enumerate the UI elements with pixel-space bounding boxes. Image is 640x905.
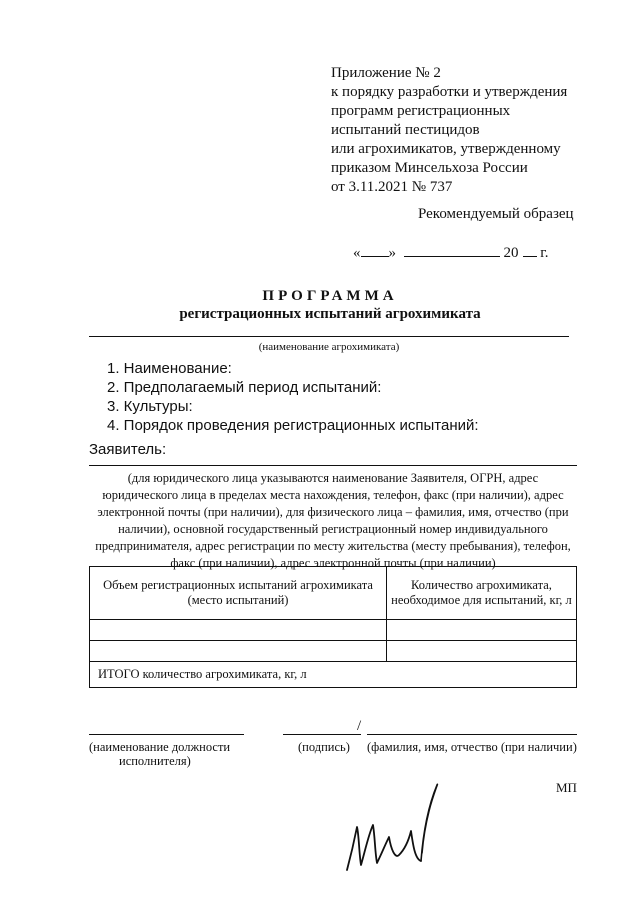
date-line: [353, 244, 548, 262]
list-item: 4. Порядок проведения регистрационных испытаний:: [107, 417, 479, 434]
annex-line: от 3.11.2021 № 737: [331, 179, 453, 195]
annex-block: [331, 64, 621, 197]
agrochemical-caption: (наименование агрохимиката): [258, 341, 400, 353]
signature-slash: /: [357, 718, 362, 734]
position-caption: [89, 740, 239, 768]
applicant-line: [89, 465, 577, 466]
table-cell: [90, 641, 387, 662]
applicant-note: (для юридического лица указываются наименование Заявителя, ОГРН, адрес юридического лица в пределах места нахождения, телефон, факс (при наличии), адрес электронной почты (при наличии), для физического лица – фамилия, имя, отчество (при наличии), основной государственный регистрационный номер индивидуального предпринимателя, адрес регистрации по месту жительства (месту пребывания), телефон, факс (при наличии), адрес электронной почты (при наличии): [95, 471, 571, 570]
list-item: 2. Предполагаемый период испытаний:: [107, 379, 382, 396]
year-prefix: 20: [503, 245, 519, 261]
annex-line: испытаний пестицидов: [331, 122, 480, 138]
applicant-label: Заявитель:: [89, 441, 167, 458]
table-total-label: ИТОГО количество агрохимиката, кг, л: [90, 662, 577, 688]
table-header-quantity: Количество агрохимиката, необходимое для испытаний, кг, л: [387, 567, 577, 620]
table-row: [90, 620, 577, 641]
date-close-quote: »: [388, 245, 396, 261]
table-cell: [387, 641, 577, 662]
volume-table: [89, 566, 577, 688]
month-blank: [404, 244, 500, 257]
table-total-row: [90, 662, 577, 688]
year-suffix: г.: [540, 245, 549, 261]
signature-caption: (подпись): [298, 740, 350, 754]
program-items-list: [107, 359, 479, 435]
full-name-line: [367, 734, 577, 735]
annex-line: или агрохимикатов, утвержденному: [331, 141, 561, 157]
stamp-place-label: МП: [556, 780, 577, 795]
table-header-volume: Объем регистрационных испытаний агрохимиката (место испытаний): [90, 567, 387, 620]
table-header-row: [90, 567, 577, 620]
annex-line: Приложение № 2: [331, 65, 441, 81]
year-blank: [523, 244, 537, 257]
list-item: 1. Наименование:: [107, 360, 232, 377]
table-cell: [90, 620, 387, 641]
table-cell: [387, 620, 577, 641]
signature-line: [283, 734, 361, 735]
annex-line: к порядку разработки и утверждения: [331, 84, 568, 100]
position-caption-line: исполнителя): [119, 754, 191, 768]
date-open-quote: «: [353, 245, 361, 261]
position-caption-line: (наименование должности: [89, 740, 231, 754]
annex-line: приказом Минсельхоза России: [331, 160, 528, 176]
list-item: 3. Культуры:: [107, 398, 193, 415]
document-subtitle: регистрационных испытаний агрохимиката: [179, 306, 481, 322]
day-blank: [361, 244, 389, 257]
document-title: ПРОГРАММА: [262, 288, 398, 304]
handwritten-signature: [337, 775, 447, 885]
position-line: [89, 734, 244, 735]
agrochemical-name-line: [89, 336, 569, 337]
annex-line: программ регистрационных: [331, 103, 511, 119]
full-name-caption: (фамилия, имя, отчество (при наличии): [367, 740, 577, 754]
table-row: [90, 641, 577, 662]
recommended-sample-label: Рекомендуемый образец: [418, 206, 574, 222]
